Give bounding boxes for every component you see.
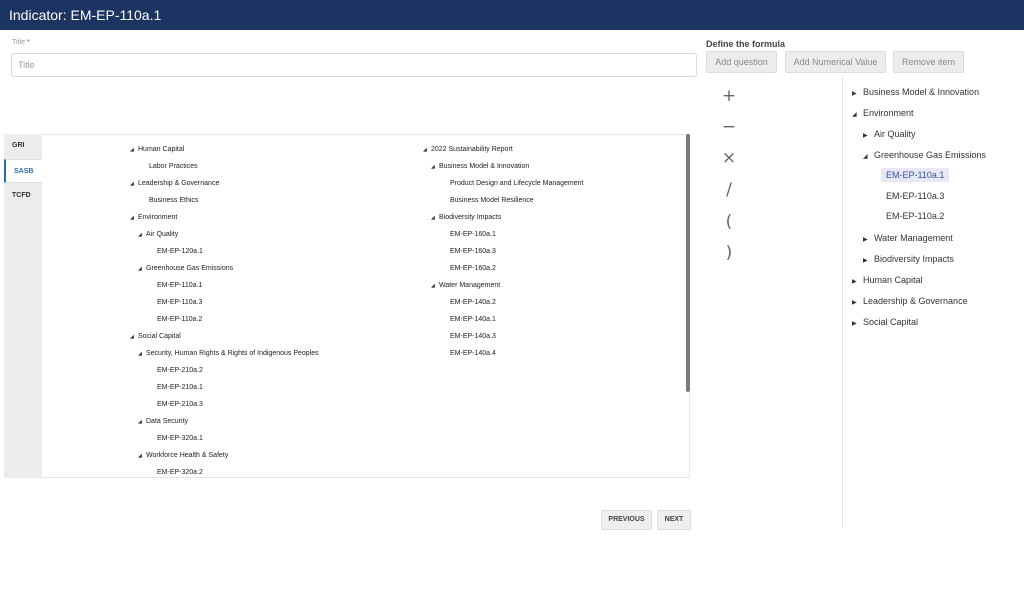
caret-down-icon[interactable]: ◢ bbox=[130, 334, 134, 340]
minus-operator[interactable]: − bbox=[721, 117, 737, 137]
window-title: Indicator: EM-EP-110a.1 bbox=[0, 0, 1024, 30]
tree-leaf[interactable] bbox=[450, 264, 496, 274]
tree-node-label: Air Quality bbox=[146, 231, 179, 238]
caret-right-icon[interactable]: ▶ bbox=[863, 237, 868, 243]
caret-down-icon[interactable]: ◢ bbox=[431, 215, 435, 221]
tree-leaf[interactable] bbox=[450, 247, 496, 257]
tree-node[interactable] bbox=[138, 349, 319, 359]
tree-node[interactable] bbox=[852, 106, 914, 122]
tree-node[interactable] bbox=[138, 264, 233, 274]
tree-leaf[interactable] bbox=[450, 349, 496, 359]
tree-node-label: EM-EP-160a.3 bbox=[450, 248, 496, 255]
tree-leaf[interactable] bbox=[157, 400, 203, 410]
tree-node-label: Leadership & Governance bbox=[863, 296, 968, 306]
tree-node-label: 2022 Sustainability Report bbox=[431, 146, 513, 153]
tree-node[interactable] bbox=[863, 127, 916, 143]
caret-down-icon[interactable]: ◢ bbox=[863, 154, 868, 160]
tree-node-label: Product Design and Lifecycle Management bbox=[450, 180, 584, 187]
tree-scrollbar[interactable] bbox=[686, 134, 690, 392]
title-field-label: Title * bbox=[12, 39, 30, 46]
caret-right-icon[interactable]: ▶ bbox=[852, 300, 857, 306]
tree-node-label: Social Capital bbox=[138, 333, 181, 340]
add-numerical-value-button[interactable]: Add Numerical Value bbox=[785, 51, 886, 73]
framework-tabs bbox=[4, 134, 42, 478]
tree-node-label: EM-EP-110a.3 bbox=[157, 299, 203, 306]
tree-node-label: EM-EP-210a.1 bbox=[157, 384, 203, 391]
tree-node-label: EM-EP-140a.1 bbox=[450, 316, 496, 323]
caret-down-icon[interactable]: ◢ bbox=[138, 232, 142, 238]
tree-node-label: EM-EP-110a.2 bbox=[157, 316, 203, 323]
tree-node-label: EM-EP-210a.2 bbox=[157, 367, 203, 374]
tree-leaf[interactable] bbox=[450, 230, 496, 240]
multiply-operator[interactable]: × bbox=[721, 148, 737, 168]
tree-node[interactable] bbox=[863, 252, 954, 268]
tree-node-label: Human Capital bbox=[863, 275, 923, 285]
tab-tcfd[interactable]: TCFD bbox=[12, 192, 31, 199]
tree-node-label: EM-EP-140a.2 bbox=[450, 299, 496, 306]
tree-leaf[interactable] bbox=[450, 315, 496, 325]
caret-down-icon[interactable]: ◢ bbox=[138, 266, 142, 272]
tree-node-label: Biodiversity Impacts bbox=[874, 254, 955, 264]
tree-node-label: Business Ethics bbox=[149, 197, 199, 204]
tree-node-label: Water Management bbox=[874, 233, 953, 243]
tree-node[interactable] bbox=[863, 148, 986, 164]
tree-node-label: Business Model & Innovation bbox=[863, 87, 980, 97]
caret-down-icon[interactable]: ◢ bbox=[431, 164, 435, 170]
tree-node[interactable] bbox=[431, 162, 529, 172]
tree-node[interactable] bbox=[130, 213, 177, 223]
tree-node-label: Security, Human Rights & Rights of Indigenous Peoples bbox=[146, 350, 319, 357]
tree-node[interactable] bbox=[138, 230, 178, 240]
close-paren-operator[interactable]: ) bbox=[725, 243, 733, 263]
tree-node[interactable] bbox=[852, 273, 923, 289]
tree-leaf[interactable] bbox=[450, 196, 534, 206]
tree-node-label: EM-EP-120a.1 bbox=[157, 248, 203, 255]
tree-leaf[interactable] bbox=[157, 434, 203, 444]
tree-node-label: EM-EP-110a.1 bbox=[886, 170, 945, 180]
caret-right-icon[interactable]: ▶ bbox=[863, 133, 868, 139]
tree-node-label: Social Capital bbox=[863, 317, 919, 327]
tree-node-label: Leadership & Governance bbox=[138, 180, 220, 187]
tree-leaf[interactable] bbox=[157, 383, 203, 393]
tree-leaf[interactable] bbox=[157, 298, 202, 308]
caret-right-icon[interactable]: ▶ bbox=[852, 321, 857, 327]
tab-sasb[interactable]: SASB bbox=[4, 159, 42, 183]
tree-node[interactable] bbox=[863, 231, 953, 247]
tree-leaf[interactable] bbox=[886, 189, 944, 203]
tree-node-label: EM-EP-160a.2 bbox=[450, 265, 496, 272]
tree-node-label: Air Quality bbox=[874, 129, 916, 139]
required-mark: * bbox=[26, 39, 30, 46]
tree-node[interactable] bbox=[138, 451, 228, 461]
tree-node-label: EM-EP-320a.1 bbox=[157, 435, 203, 442]
tree-node-label: EM-EP-110a.2 bbox=[886, 211, 945, 221]
title-input[interactable] bbox=[11, 53, 697, 77]
tree-leaf[interactable] bbox=[450, 179, 583, 189]
caret-down-icon[interactable]: ◢ bbox=[138, 351, 142, 357]
caret-down-icon[interactable]: ◢ bbox=[852, 112, 857, 118]
next-button[interactable]: NEXT bbox=[657, 510, 691, 530]
tree-node-label: Water Management bbox=[439, 282, 501, 289]
tree-node-label: EM-EP-320a.2 bbox=[157, 469, 203, 476]
tree-node-label: EM-EP-140a.3 bbox=[450, 333, 496, 340]
tree-node-label: Greenhouse Gas Emissions bbox=[146, 265, 234, 272]
caret-down-icon[interactable]: ◢ bbox=[431, 283, 435, 289]
tree-node-label: EM-EP-110a.3 bbox=[886, 191, 945, 201]
caret-right-icon[interactable]: ▶ bbox=[863, 258, 868, 264]
tree-node[interactable] bbox=[138, 417, 188, 427]
tree-node[interactable] bbox=[852, 294, 968, 310]
tree-node-label: Environment bbox=[138, 214, 178, 221]
tree-node-label: Data Security bbox=[146, 418, 189, 425]
open-paren-operator[interactable]: ( bbox=[725, 212, 733, 232]
caret-down-icon[interactable]: ◢ bbox=[138, 419, 142, 425]
caret-right-icon[interactable]: ▶ bbox=[852, 279, 857, 285]
tree-leaf[interactable] bbox=[450, 332, 496, 342]
tree-node[interactable] bbox=[852, 315, 918, 331]
tab-gri[interactable]: GRI bbox=[12, 142, 25, 149]
tree-node-label: EM-EP-210a.3 bbox=[157, 401, 203, 408]
tree-leaf[interactable] bbox=[149, 196, 198, 206]
plus-operator[interactable]: + bbox=[721, 86, 737, 106]
formula-tree-panel bbox=[842, 77, 1024, 527]
tree-node-label: EM-EP-160a.1 bbox=[450, 231, 496, 238]
tree-node[interactable] bbox=[423, 145, 513, 155]
tree-leaf[interactable] bbox=[157, 247, 203, 257]
tree-node-label: Biodiversity Impacts bbox=[439, 214, 502, 221]
tree-leaf[interactable] bbox=[881, 168, 949, 182]
tree-node-label: Environment bbox=[863, 108, 914, 118]
tree-leaf[interactable] bbox=[886, 209, 944, 223]
previous-button[interactable]: PREVIOUS bbox=[601, 510, 652, 530]
tree-leaf[interactable] bbox=[157, 281, 202, 291]
tree-node[interactable] bbox=[130, 145, 184, 155]
caret-down-icon[interactable]: ◢ bbox=[130, 181, 134, 187]
caret-down-icon[interactable]: ◢ bbox=[130, 215, 134, 221]
caret-right-icon[interactable]: ▶ bbox=[852, 91, 857, 97]
divide-operator[interactable]: / bbox=[726, 180, 732, 200]
caret-down-icon[interactable]: ◢ bbox=[423, 147, 427, 153]
formula-label: Define the formula bbox=[706, 39, 786, 49]
add-question-button[interactable]: Add question bbox=[706, 51, 777, 73]
tree-node[interactable] bbox=[852, 85, 979, 101]
tree-node[interactable] bbox=[130, 179, 219, 189]
tree-leaf[interactable] bbox=[149, 162, 198, 172]
tree-node-label: Greenhouse Gas Emissions bbox=[874, 150, 987, 160]
tree-leaf[interactable] bbox=[157, 366, 203, 376]
tree-node[interactable] bbox=[431, 281, 500, 291]
tree-leaf[interactable] bbox=[157, 315, 202, 325]
tree-node[interactable] bbox=[130, 332, 181, 342]
tree-node-label: EM-EP-140a.4 bbox=[450, 350, 496, 357]
tree-node-label: EM-EP-110a.1 bbox=[157, 282, 203, 289]
caret-down-icon[interactable]: ◢ bbox=[138, 453, 142, 459]
tree-node-label: Business Model Resilience bbox=[450, 197, 534, 204]
tree-node-label: Human Capital bbox=[138, 146, 185, 153]
indicator-tree-panel bbox=[42, 134, 690, 478]
tree-node-label: Workforce Health & Safety bbox=[146, 452, 229, 459]
tree-leaf[interactable] bbox=[450, 298, 496, 308]
tree-leaf[interactable] bbox=[157, 468, 203, 478]
tree-node-label: Business Model & Innovation bbox=[439, 163, 530, 170]
tree-node-label: Labor Practices bbox=[149, 163, 198, 170]
tree-node[interactable] bbox=[431, 213, 501, 223]
caret-down-icon[interactable]: ◢ bbox=[130, 147, 134, 153]
remove-item-button[interactable]: Remove item bbox=[893, 51, 964, 73]
